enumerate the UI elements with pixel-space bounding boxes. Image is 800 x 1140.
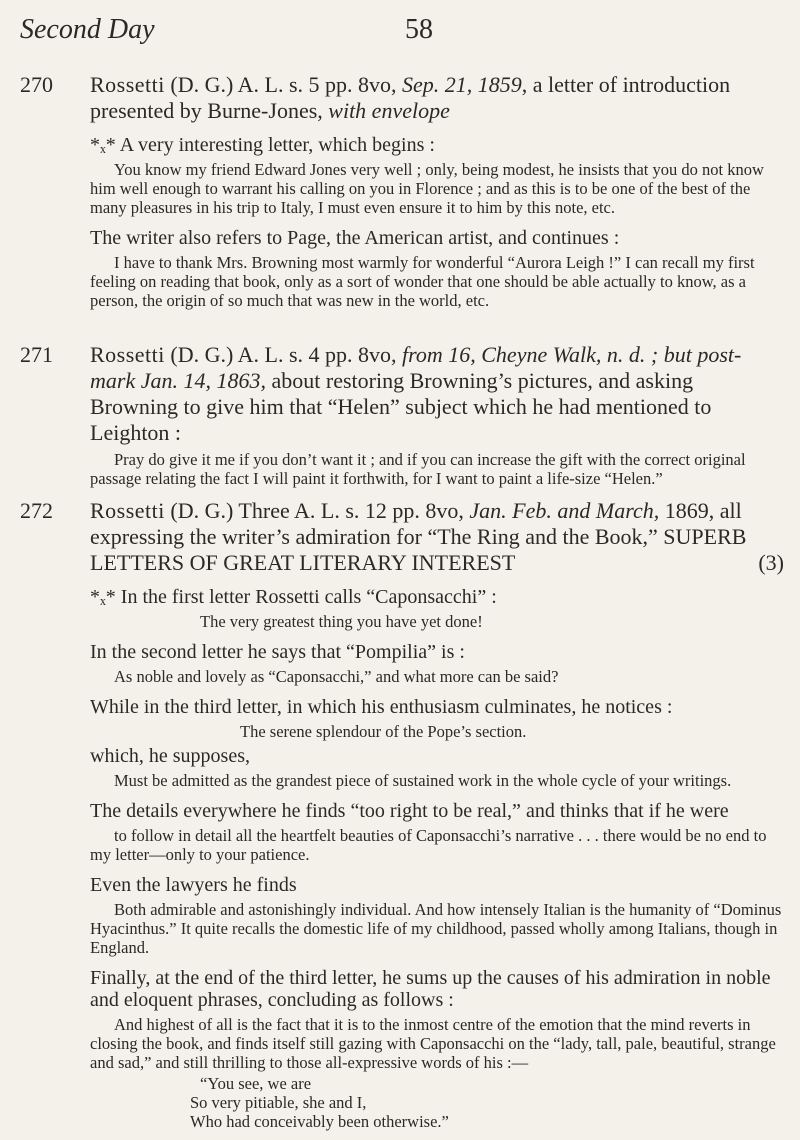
entry-note: *ₓ* In the first letter Rossetti calls “Caponsacchi” : [90, 586, 497, 608]
catalogue-entry-272 [20, 498, 784, 1131]
running-head: Second Day [20, 14, 155, 45]
entry-note: In the second letter he says that “Pompilia” is : [90, 641, 465, 663]
entry-quote: Pray do give it me if you don’t want it ; and if you can increase the gift with the correct original passage relating the fact I will paint it forthwith, for I want to paint a life-size “Helen.” [90, 450, 746, 488]
entry-note: The writer also refers to Page, the American artist, and continues : [90, 227, 620, 249]
entry-quote: I have to thank Mrs. Browning most warmly for wonderful “Aurora Leigh !” I can recall my first feeling on reading that book, only as a sort of wonder that one should be able actually to know, as a person, the origin of so much that was new in the world, etc. [90, 253, 755, 310]
entry-quote: And highest of all is the fact that it is to the inmost centre of the emotion that the mind reverts in closing the book, and finds itself still gazing with Caponsacchi on the “lady, tall, pale, beautiful, strange and sad,” and still thrilling to those all-expressive words of his :— [90, 1015, 776, 1072]
catalogue-entry-270 [20, 72, 784, 310]
page-header [20, 14, 780, 54]
entry-quote: to follow in detail all the heartfelt beauties of Caponsacchi’s narrative . . . there would be no end to my letter—only to your patience. [90, 826, 767, 864]
entry-heading: Rossetti (D. G.) Three A. L. s. 12 pp. 8vo, Jan. Feb. and March, 1869, all expressing the writer’s admiration for “The Ring and the Book,” SUPERB LETTERS OF GREAT LITERARY INTEREST (3) [90, 498, 784, 575]
entry-note: which, he supposes, [90, 745, 250, 767]
verse-line: So very pitiable, she and I, [190, 1093, 367, 1112]
entry-quote: The serene splendour of the Pope’s section. [240, 722, 527, 741]
catalogue-entry-271 [20, 342, 784, 488]
lot-number: 271 [20, 342, 53, 367]
entry-note: Finally, at the end of the third letter, he sums up the causes of his admiration in noble and eloquent phrases, concluding as follows : [90, 967, 771, 1011]
entry-note: While in the third letter, in which his enthusiasm culminates, he notices : [90, 696, 673, 718]
entry-note: *ₓ* A very interesting letter, which begins : [90, 134, 435, 156]
page-number: 58 [405, 14, 433, 45]
lot-number: 270 [20, 72, 53, 97]
entry-quote: As noble and lovely as “Caponsacchi,” and what more can be said? [114, 667, 559, 686]
entry-note: Even the lawyers he finds [90, 874, 297, 896]
entry-quote: You know my friend Edward Jones very well ; only, being modest, he insists that you do not know him well enough to warrant his calling on you in Florence ; and as this is to be one of the best of the many pleasures in his trip to Italy, I must even ensure it to him by this note, etc. [90, 160, 764, 217]
entry-quote: Must be admitted as the grandest piece of sustained work in the whole cycle of your writings. [114, 771, 732, 790]
lot-number: 272 [20, 498, 53, 523]
verse-line: Who had conceivably been otherwise.” [190, 1112, 449, 1131]
entry-heading: Rossetti (D. G.) A. L. s. 4 pp. 8vo, from 16, Cheyne Walk, n. d. ; but post-mark Jan. 14, 1863, about restoring Browning’s pictures, and asking Browning to give him that “Helen” subject which he had mentioned to Leighton : [90, 342, 742, 445]
entry-quote: The very greatest thing you have yet done! [200, 612, 483, 631]
verse-line: “You see, we are [200, 1074, 312, 1093]
entry-heading: Rossetti (D. G.) A. L. s. 5 pp. 8vo, Sep. 21, 1859, a letter of introduction presented by Burne-Jones, with envelope [90, 72, 731, 123]
quantity-ref: (3) [758, 550, 784, 575]
entry-quote: Both admirable and astonishingly individual. And how intensely Italian is the humanity of “Dominus Hyacinthus.” It quite recalls the domestic life of my childhood, passed wholly among Italians, though in England. [90, 900, 782, 957]
entry-note: The details everywhere he finds “too right to be real,” and thinks that if he were [90, 800, 729, 822]
